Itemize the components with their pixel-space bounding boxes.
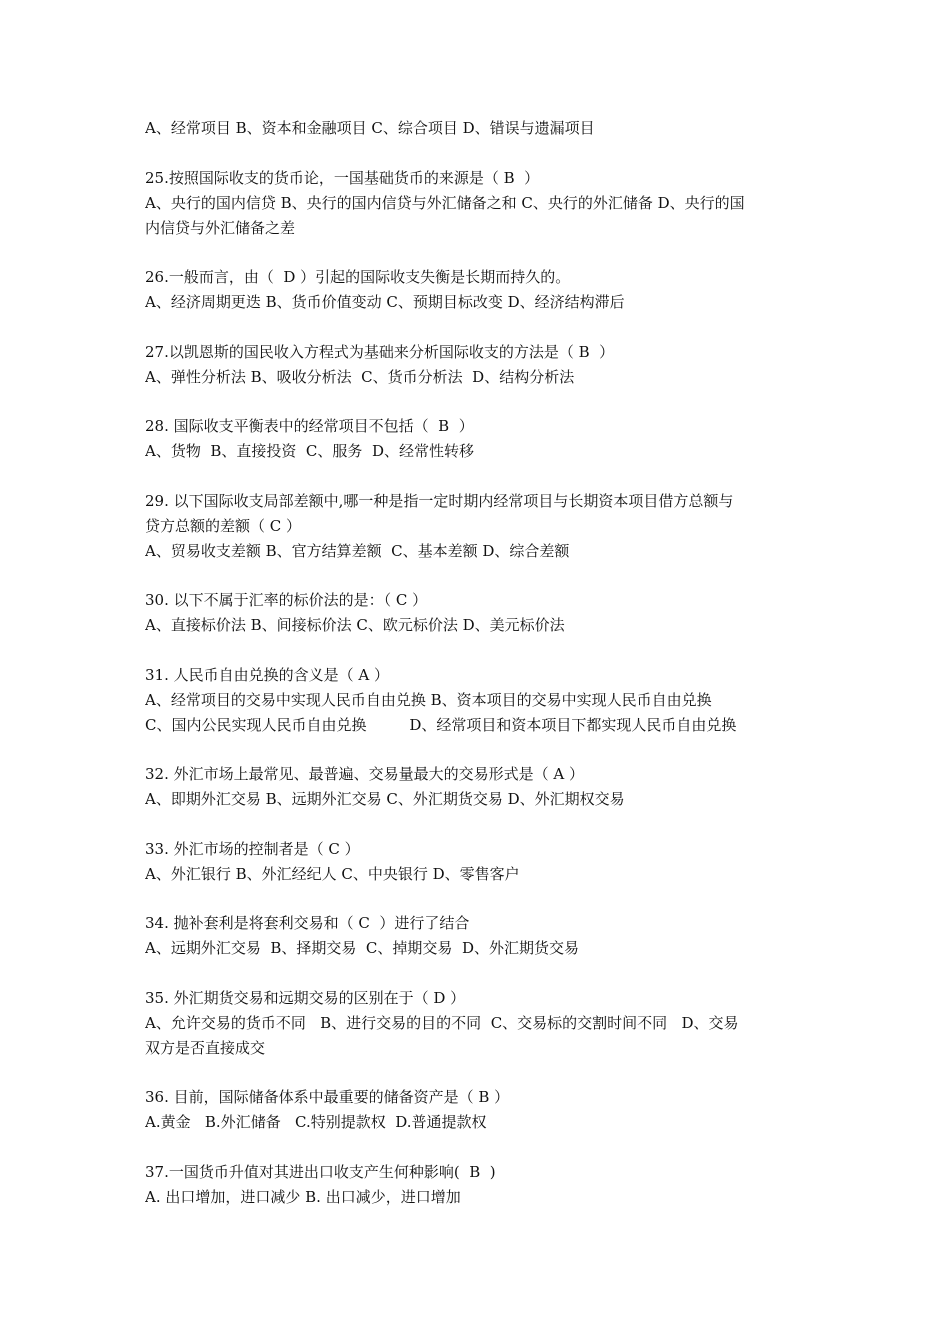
text-line: 37.一国货币升值对其进出口收支产生何种影响( B ) <box>145 1162 496 1181</box>
text-line: 双方是否直接成交 <box>145 1038 266 1057</box>
text-line: A、经常项目的交易中实现人民币自由兑换 B、资本项目的交易中实现人民币自由兑换 <box>145 690 712 709</box>
text-line: A、外汇银行 B、外汇经纪人 C、中央银行 D、零售客户 <box>145 864 520 883</box>
text-line: A、即期外汇交易 B、远期外汇交易 C、外汇期货交易 D、外汇期权交易 <box>145 790 625 808</box>
document-page <box>145 116 810 1234</box>
question-block <box>145 986 810 1061</box>
text-line: A、贸易收支差额 B、官方结算差额 C、基本差额 D、综合差额 <box>145 541 570 560</box>
question-block <box>145 588 810 638</box>
question-block <box>145 762 810 812</box>
question-block <box>145 1085 810 1135</box>
text-line: 26.一般而言，由（ D ）引起的国际收支失衡是长期而持久的。 <box>145 268 571 286</box>
text-line: 31. 人民币自由兑换的含义是（ A ） <box>145 665 389 684</box>
text-line: A、直接标价法 B、间接标价法 C、欧元标价法 D、美元标价法 <box>145 616 565 634</box>
question-block <box>145 265 810 315</box>
text-line: A、允许交易的货币不同 B、进行交易的目的不同 C、交易标的交割时间不同 D、交易 <box>145 1013 739 1032</box>
text-line: A、经常项目 B、资本和金融项目 C、综合项目 D、错误与遗漏项目 <box>145 119 595 137</box>
answer-options-block <box>145 116 810 141</box>
text-line: 32. 外汇市场上最常见、最普遍、交易量最大的交易形式是（ A ） <box>145 765 584 783</box>
text-line: 33. 外汇市场的控制者是（ C ） <box>145 839 360 858</box>
question-block <box>145 911 810 961</box>
text-line: A、货物 B、直接投资 C、服务 D、经常性转移 <box>145 442 474 460</box>
text-line: A.黄金 B.外汇储备 C.特别提款权 D.普通提款权 <box>145 1113 487 1131</box>
text-line: 27.以凯恩斯的国民收入方程式为基础来分析国际收支的方法是（ B ） <box>145 342 615 361</box>
question-block <box>145 663 810 738</box>
text-line: A、远期外汇交易 B、择期交易 C、掉期交易 D、外汇期货交易 <box>145 939 579 957</box>
question-block <box>145 340 810 390</box>
question-block <box>145 837 810 887</box>
question-block <box>145 414 810 464</box>
text-line: A、弹性分析法 B、吸收分析法 C、货币分析法 D、结构分析法 <box>145 367 575 386</box>
text-line: 35. 外汇期货交易和远期交易的区别在于（ D ） <box>145 988 466 1007</box>
question-block <box>145 489 810 564</box>
text-line: 内信贷与外汇储备之差 <box>145 218 296 237</box>
text-line: 34. 抛补套利是将套利交易和（ C ）进行了结合 <box>145 914 470 932</box>
text-line: 29. 以下国际收支局部差额中,哪一种是指一定时期内经常项目与长期资本项目借方总额与 <box>145 491 734 510</box>
text-line: 36. 目前，国际储备体系中最重要的储备资产是（ B ） <box>145 1088 510 1106</box>
text-line: 贷方总额的差额（ C ） <box>145 516 302 535</box>
text-line: 28. 国际收支平衡表中的经常项目不包括（ B ） <box>145 417 474 435</box>
question-block <box>145 1160 810 1210</box>
text-line: A、央行的国内信贷 B、央行的国内信贷与外汇储备之和 C、央行的外汇储备 D、央行的国 <box>145 193 745 212</box>
text-line: A、经济周期更迭 B、货币价值变动 C、预期目标改变 D、经济结构滞后 <box>145 293 625 311</box>
question-block <box>145 166 810 241</box>
text-line: 30. 以下不属于汇率的标价法的是：（ C ） <box>145 591 428 609</box>
text-line: C、国内公民实现人民币自由兑换 D、经常项目和资本项目下都实现人民币自由兑换 <box>145 715 737 734</box>
text-line: A. 出口增加，进口减少 B. 出口减少，进口增加 <box>145 1187 461 1206</box>
text-line: 25.按照国际收支的货币论，一国基础货币的来源是（ B ） <box>145 168 540 187</box>
